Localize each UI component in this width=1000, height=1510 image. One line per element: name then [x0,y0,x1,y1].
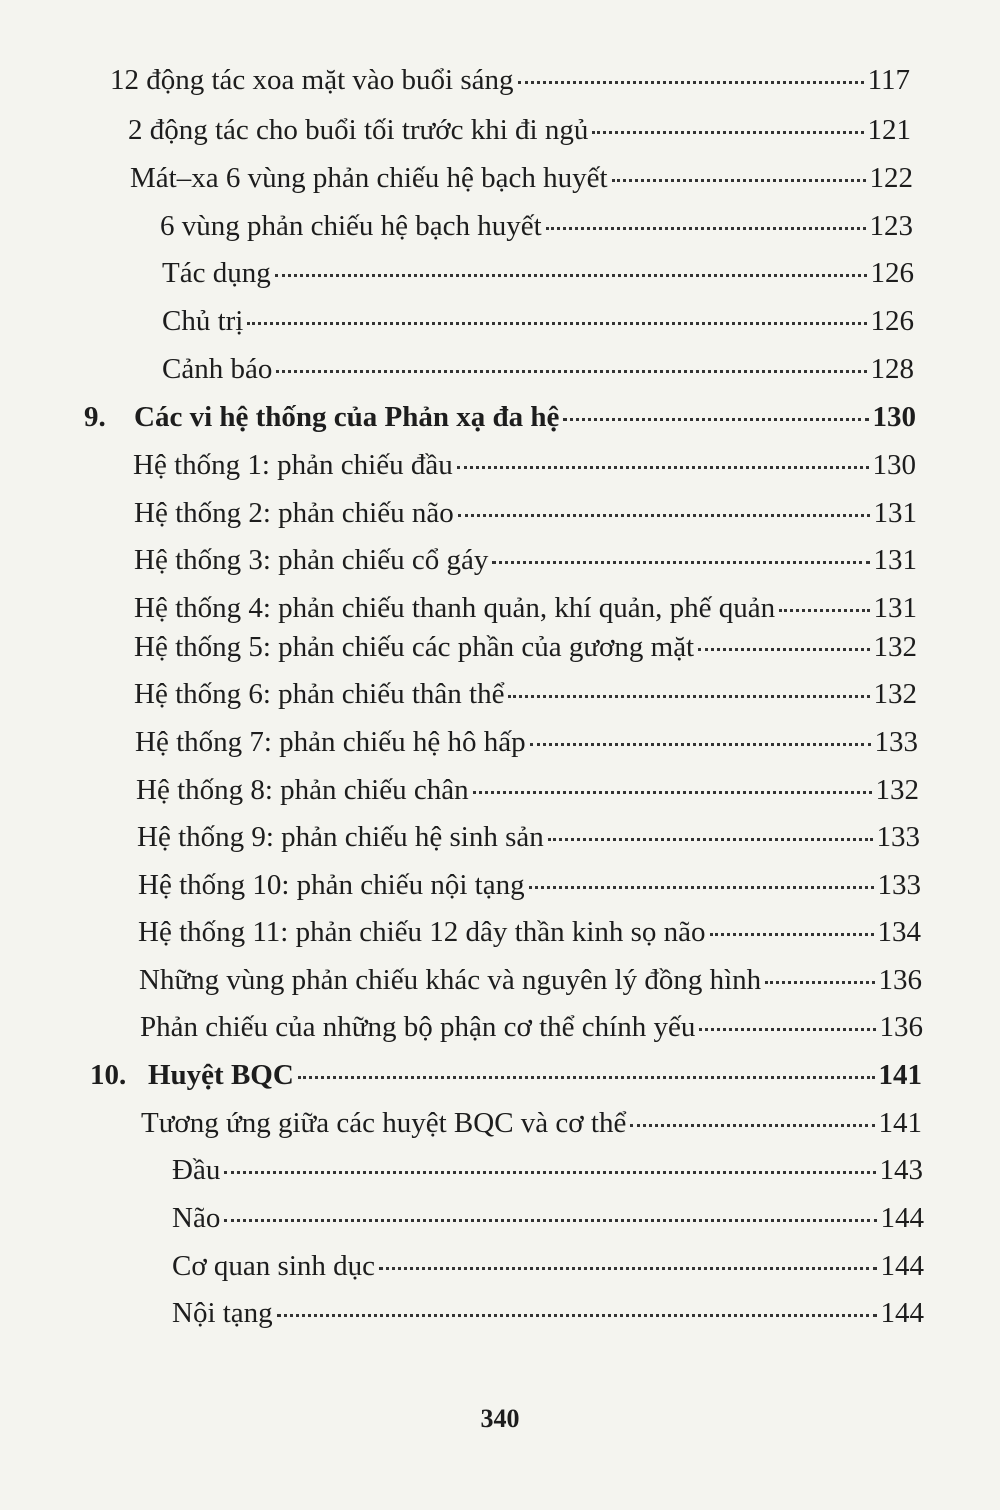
toc-entry-title: Phản chiếu của những bộ phận cơ thể chính yếu [140,1011,696,1043]
toc-leader-dots [298,1076,875,1079]
toc-entry-page: 144 [880,1297,924,1329]
toc-entry-page: 117 [867,64,910,96]
toc-entry-page: 121 [867,114,911,146]
toc-entry-title: Hệ thống 2: phản chiếu não [134,497,454,529]
toc-chapter-number: 10. [90,1059,127,1091]
toc-leader-dots [710,933,874,936]
toc-entry [134,493,917,533]
toc-entry-title: Mát–xa 6 vùng phản chiếu hệ bạch huyết [130,162,608,194]
toc-chapter [84,397,916,437]
toc-entry [162,301,914,341]
toc-leader-dots [612,179,866,182]
toc-leader-dots [508,695,869,698]
toc-leader-dots [276,370,866,373]
toc-entry [133,445,916,485]
toc-entry-page: 131 [873,497,917,529]
toc-entry-page: 123 [869,210,913,242]
toc-entry [110,60,910,100]
toc-entry [160,206,913,246]
toc-entry-page: 143 [879,1154,923,1186]
toc-leader-dots [546,227,866,230]
toc-entry [134,627,917,667]
toc-entry [172,1150,923,1190]
toc-entry-title: Các vi hệ thống của Phản xạ đa hệ [134,401,560,433]
toc-entry [137,817,920,857]
toc-entry-page: 134 [877,916,921,948]
toc-entry-page: 131 [873,544,917,576]
toc-entry-title: Não [172,1202,221,1234]
toc-entry [130,158,913,198]
toc-entry-title: Hệ thống 5: phản chiếu các phần của gương mặt [134,631,695,663]
toc-entry-title: Hệ thống 7: phản chiếu hệ hô hấp [135,726,526,758]
toc-entry-title: Chủ trị [162,305,244,337]
toc-entry [140,1007,923,1047]
toc-entry-page: 122 [869,162,913,194]
toc-entry-title: Hệ thống 11: phản chiếu 12 dây thần kinh sọ não [138,916,706,948]
toc-entry [138,912,921,952]
toc-entry-title: Hệ thống 9: phản chiếu hệ sinh sản [137,821,544,853]
toc-entry [128,110,911,150]
toc-entry [139,960,922,1000]
toc-entry-title: 6 vùng phản chiếu hệ bạch huyết [160,210,542,242]
toc-entry-title: Hệ thống 1: phản chiếu đầu [133,449,453,481]
toc-entry-title: Cơ quan sinh dục [172,1250,376,1282]
toc-leader-dots [247,322,866,325]
toc-entry [136,770,919,810]
toc-entry-page: 132 [873,678,917,710]
toc-leader-dots [779,609,869,612]
toc-entry-page: 141 [878,1107,922,1139]
toc-entry-page: 132 [875,774,919,806]
toc-entry [162,349,914,389]
toc-entry-title: Cảnh báo [162,353,273,385]
toc-leader-dots [379,1267,876,1270]
toc-leader-dots [630,1124,874,1127]
toc-entry [138,865,921,905]
toc-entry-title: Hệ thống 6: phản chiếu thân thể [134,678,505,710]
toc-entry-page: 136 [879,1011,923,1043]
toc-leader-dots [698,648,869,651]
toc-entry-title: Nội tạng [172,1297,273,1329]
toc-leader-dots [592,131,863,134]
page-number: 340 [480,1404,520,1433]
toc-leader-dots [277,1314,877,1317]
toc-entry-title: Hệ thống 10: phản chiếu nội tạng [138,869,525,901]
toc-entry-page: 131 [873,592,917,624]
toc-entry [134,540,917,580]
toc-entry-page: 136 [878,964,922,996]
toc-leader-dots [458,514,870,517]
toc-entry-title: 12 động tác xoa mặt vào buổi sáng [110,64,514,96]
toc-entry-page: 128 [870,353,914,385]
toc-leader-dots [518,81,864,84]
toc-entry-page: 130 [872,401,916,433]
toc-chapter-number: 9. [84,401,106,433]
toc-leader-dots [224,1171,875,1174]
toc-entry-page: 141 [878,1059,922,1091]
toc-chapter [90,1055,922,1095]
toc-entry-title: 2 động tác cho buổi tối trước khi đi ngủ [128,114,589,146]
toc-entry-title: Hệ thống 8: phản chiếu chân [136,774,469,806]
toc-leader-dots [548,838,873,841]
toc-leader-dots [473,791,872,794]
toc-entry-title: Tác dụng [162,257,271,289]
toc-entry-page: 133 [874,726,918,758]
toc-entry-page: 132 [873,631,917,663]
toc-entry [134,588,917,628]
toc-leader-dots [224,1219,876,1222]
toc-entry [172,1246,924,1286]
toc-entry-page: 126 [870,257,914,289]
toc-entry-title: Những vùng phản chiếu khác và nguyên lý đồng hình [139,964,762,996]
toc-entry [172,1198,924,1238]
toc-entry [134,674,917,714]
toc-entry-title: Hệ thống 4: phản chiếu thanh quản, khí quản, phế quản [134,592,776,624]
toc-entry-page: 133 [876,821,920,853]
toc-entry [135,722,918,762]
toc-leader-dots [457,466,869,469]
toc-entry-page: 126 [870,305,914,337]
toc-entry-page: 144 [880,1202,924,1234]
toc-leader-dots [699,1028,875,1031]
toc-leader-dots [275,274,867,277]
toc-entry [141,1103,922,1143]
toc-entry [162,253,914,293]
toc-entry [172,1293,924,1333]
toc-entry-title: Hệ thống 3: phản chiếu cổ gáy [134,544,489,576]
toc-entry-page: 144 [880,1250,924,1282]
toc-entry-title: Huyệt BQC [148,1059,294,1091]
toc-leader-dots [529,886,874,889]
toc-leader-dots [530,743,871,746]
toc-leader-dots [492,561,869,564]
toc-entry-page: 130 [872,449,916,481]
toc-entry-title: Đầu [172,1154,221,1186]
toc-leader-dots [765,981,874,984]
toc-leader-dots [563,418,868,421]
toc-entry-title: Tương ứng giữa các huyệt BQC và cơ thể [141,1107,627,1139]
toc-entry-page: 133 [877,869,921,901]
